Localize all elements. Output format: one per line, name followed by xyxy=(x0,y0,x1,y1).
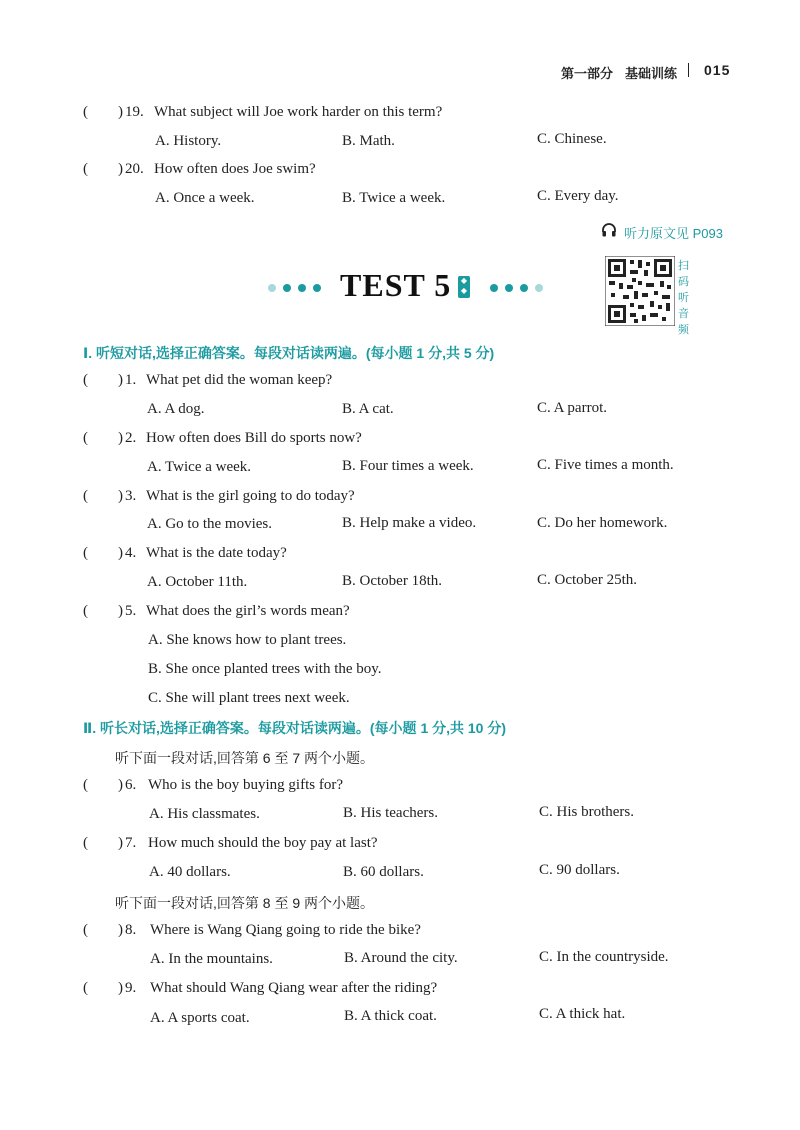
option-5-b: B. She once planted trees with the boy. xyxy=(148,661,382,677)
qr-label-char: 听 xyxy=(678,291,689,304)
instruction-note: 听下面一段对话,回答第 6 至 7 两个小题。 xyxy=(115,750,375,766)
answer-paren-8[interactable]: ( xyxy=(83,922,88,938)
answer-paren-6[interactable]: ( xyxy=(83,777,88,793)
qr-label-char: 音 xyxy=(678,307,689,320)
question-number-1: 1. xyxy=(125,372,137,388)
option-9-b: B. A thick coat. xyxy=(344,1008,437,1024)
answer-paren-close-20: ) xyxy=(118,161,123,177)
qr-label xyxy=(678,258,692,338)
option-6-a: A. His classmates. xyxy=(149,806,260,822)
answer-paren-20[interactable]: ( xyxy=(83,161,88,177)
answer-paren-close-5: ) xyxy=(118,603,123,619)
option-7-c: C. 90 dollars. xyxy=(539,862,620,878)
question-number-9: 9. xyxy=(125,980,137,996)
qr-label-char: 频 xyxy=(678,323,689,336)
question-number-19: 19. xyxy=(125,104,144,120)
question-text-1: What pet did the woman keep? xyxy=(146,372,333,388)
answer-paren-close-19: ) xyxy=(118,104,123,120)
option-3-b: B. Help make a video. xyxy=(342,515,477,531)
question-number-2: 2. xyxy=(125,430,137,446)
question-text-6: Who is the boy buying gifts for? xyxy=(148,777,343,793)
question-number-20: 20. xyxy=(125,161,144,177)
seal-icon: ◆ ◆ xyxy=(458,276,470,298)
decor-dot xyxy=(520,284,528,292)
option-8-b: B. Around the city. xyxy=(344,950,458,966)
question-number-3: 3. xyxy=(125,488,137,504)
answer-paren-4[interactable]: ( xyxy=(83,545,88,561)
option-9-a: A. A sports coat. xyxy=(150,1010,250,1026)
option-4-a: A. October 11th. xyxy=(147,574,248,590)
answer-paren-close-8: ) xyxy=(118,922,123,938)
decor-dot xyxy=(535,284,543,292)
option-5-a: A. She knows how to plant trees. xyxy=(148,632,347,648)
option-19-c: C. Chinese. xyxy=(537,131,607,147)
answer-paren-close-1: ) xyxy=(118,372,123,388)
answer-paren-close-9: ) xyxy=(118,980,123,996)
option-6-c: C. His brothers. xyxy=(539,804,634,820)
answer-paren-7[interactable]: ( xyxy=(83,835,88,851)
option-4-c: C. October 25th. xyxy=(537,572,637,588)
option-2-a: A. Twice a week. xyxy=(147,459,252,475)
header-divider xyxy=(688,63,689,77)
decor-dot xyxy=(298,284,306,292)
option-3-c: C. Do her homework. xyxy=(537,515,668,531)
answer-paren-close-6: ) xyxy=(118,777,123,793)
question-text-7: How much should the boy pay at last? xyxy=(148,835,378,851)
answer-paren-close-7: ) xyxy=(118,835,123,851)
question-number-4: 4. xyxy=(125,545,137,561)
section-2-heading: Ⅱ. 听长对话,选择正确答案。每段对话读两遍。(每小题 1 分,共 10 分) xyxy=(83,720,507,736)
decor-dot xyxy=(268,284,276,292)
header-subsection: 基础训练 xyxy=(625,66,678,81)
decor-dot xyxy=(283,284,291,292)
option-7-a: A. 40 dollars. xyxy=(149,864,231,880)
question-number-6: 6. xyxy=(125,777,137,793)
qr-label-char: 扫 xyxy=(678,259,689,272)
audio-reference[interactable]: 听力原文见 P093 xyxy=(624,226,723,241)
answer-paren-5[interactable]: ( xyxy=(83,603,88,619)
instruction-note: 听下面一段对话,回答第 8 至 9 两个小题。 xyxy=(115,895,375,911)
question-text-9: What should Wang Qiang wear after the riding? xyxy=(150,980,438,996)
answer-paren-close-3: ) xyxy=(118,488,123,504)
answer-paren-9[interactable]: ( xyxy=(83,980,88,996)
option-2-c: C. Five times a month. xyxy=(537,457,674,473)
option-8-c: C. In the countryside. xyxy=(539,949,669,965)
option-1-a: A. A dog. xyxy=(147,401,205,417)
question-text-2: How often does Bill do sports now? xyxy=(146,430,362,446)
headphones-icon xyxy=(601,222,617,243)
option-19-a: A. History. xyxy=(155,133,222,149)
question-number-5: 5. xyxy=(125,603,137,619)
question-text-3: What is the girl going to do today? xyxy=(146,488,355,504)
test-title: TEST 5 xyxy=(340,267,452,303)
option-5-c: C. She will plant trees next week. xyxy=(148,690,350,706)
answer-paren-3[interactable]: ( xyxy=(83,488,88,504)
qr-label-char: 码 xyxy=(678,275,689,288)
answer-paren-close-2: ) xyxy=(118,430,123,446)
option-4-b: B. October 18th. xyxy=(342,573,442,589)
option-2-b: B. Four times a week. xyxy=(342,458,474,474)
option-19-b: B. Math. xyxy=(342,133,395,149)
answer-paren-1[interactable]: ( xyxy=(83,372,88,388)
option-6-b: B. His teachers. xyxy=(343,805,438,821)
qr-code[interactable] xyxy=(605,256,675,326)
answer-paren-close-4: ) xyxy=(118,545,123,561)
option-1-c: C. A parrot. xyxy=(537,400,607,416)
decor-dot xyxy=(490,284,498,292)
page-number: 015 xyxy=(704,62,731,78)
section-1-heading: Ⅰ. 听短对话,选择正确答案。每段对话读两遍。(每小题 1 分,共 5 分) xyxy=(83,345,495,361)
question-number-7: 7. xyxy=(125,835,137,851)
option-8-a: A. In the mountains. xyxy=(150,951,273,967)
question-text-20: How often does Joe swim? xyxy=(154,161,316,177)
decor-dot xyxy=(313,284,321,292)
option-3-a: A. Go to the movies. xyxy=(147,516,272,532)
question-text-4: What is the date today? xyxy=(146,545,287,561)
question-text-8: Where is Wang Qiang going to ride the bike? xyxy=(150,922,421,938)
header-section: 第一部分 xyxy=(561,66,614,81)
decor-dot xyxy=(505,284,513,292)
question-number-8: 8. xyxy=(125,922,137,938)
answer-paren-2[interactable]: ( xyxy=(83,430,88,446)
option-20-c: C. Every day. xyxy=(537,188,619,204)
question-text-5: What does the girl’s words mean? xyxy=(146,603,350,619)
option-20-b: B. Twice a week. xyxy=(342,190,446,206)
option-7-b: B. 60 dollars. xyxy=(343,864,424,880)
option-20-a: A. Once a week. xyxy=(155,190,255,206)
question-text-19: What subject will Joe work harder on this term? xyxy=(154,104,443,120)
answer-paren-19[interactable]: ( xyxy=(83,104,88,120)
option-1-b: B. A cat. xyxy=(342,401,394,417)
option-9-c: C. A thick hat. xyxy=(539,1006,626,1022)
